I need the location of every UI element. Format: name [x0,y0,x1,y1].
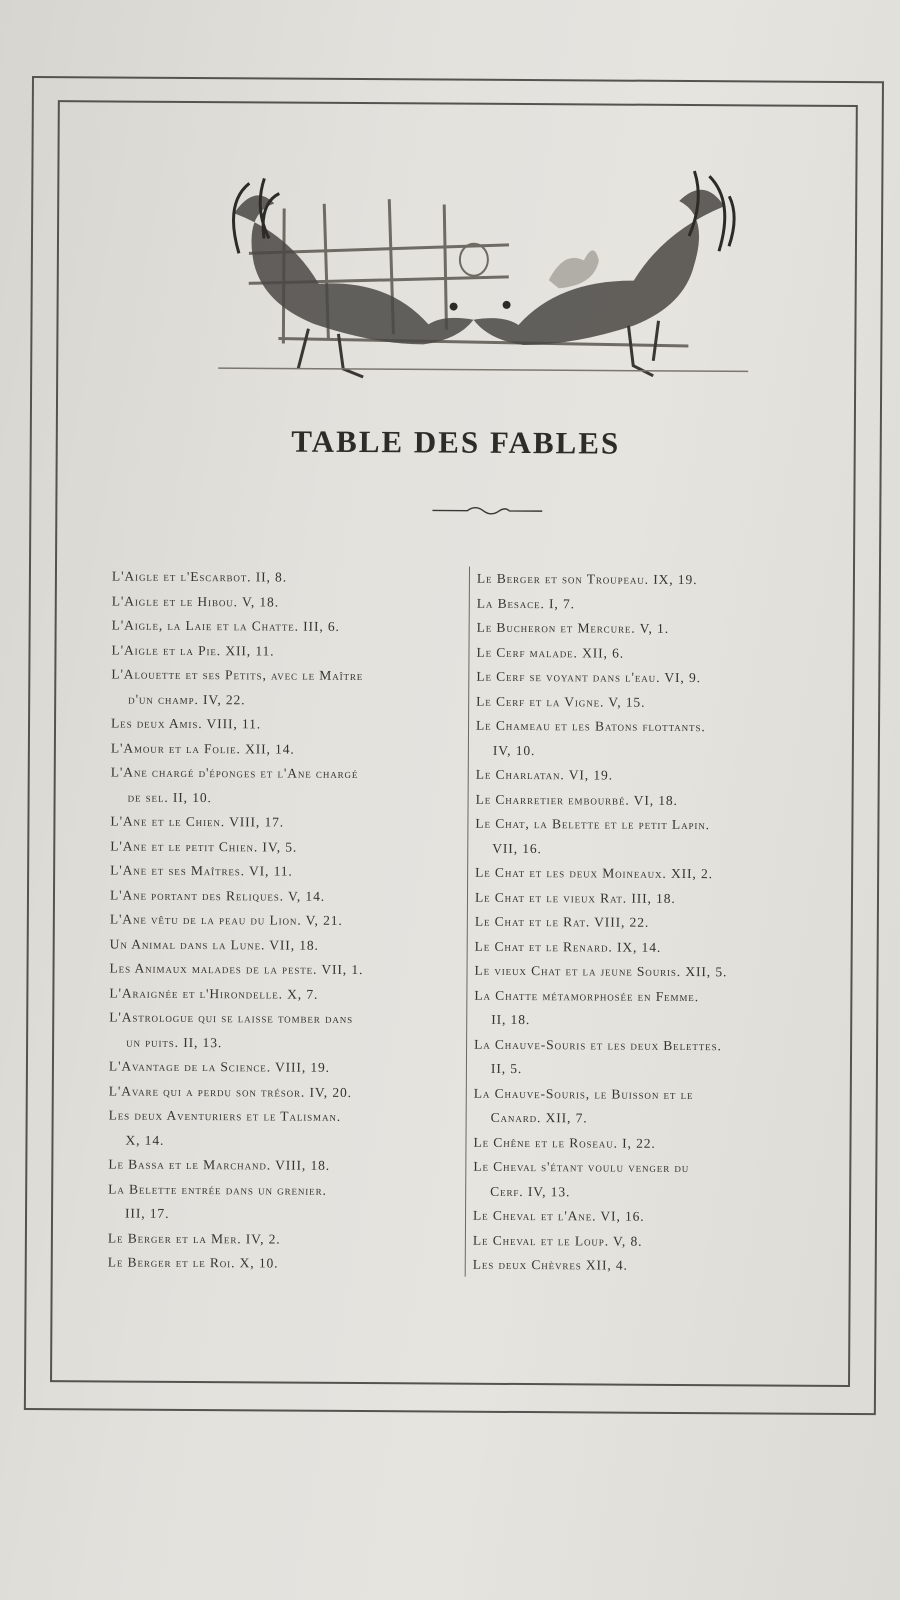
fable-entry [109,1079,439,1106]
fable-entry-text: La Chauve-Souris, le Buisson et le [473,1085,694,1102]
fable-entry-text: L'Avantage de la Science. VIII, 19. [108,1058,331,1075]
fable-entry-continuation: II, 5. [490,1060,523,1077]
fable-entry-text: Le Cheval s'étant voulu venger du [473,1158,690,1176]
fable-entry [476,763,796,789]
fable-entry-text: Le Berger et son Troupeau. IX, 19. [476,570,698,588]
fable-entry [109,1005,439,1056]
fable-entry-text: L'Aigle, la Laie et la Chatte. III, 6. [111,617,340,634]
fable-entry [476,665,796,691]
fable-entry-text: Le Berger et la Mer. IV, 2. [107,1229,281,1247]
fable-entry-continuation: Canard. XII, 7. [490,1109,588,1126]
fable-entry [473,1204,793,1230]
fable-entry-text: Les Animaux malades de la peste. VII, 1. [109,960,364,978]
fable-entry [477,591,797,617]
fable-entry [475,861,795,887]
fable-entry-continuation: X, 14. [125,1132,165,1148]
fable-entry-continuation: II, 18. [491,1011,531,1028]
fable-entry-text: L'Alouette et ses Petits, avec le Maître [111,666,364,684]
fable-entry [112,613,442,640]
fable-entry [475,910,795,936]
fable-entry-text: Le vieux Chat et la jeune Souris. XII, 5. [474,962,728,980]
fable-entry-continuation: III, 17. [125,1205,170,1221]
fable-entry-continuation: de sel. II, 10. [127,789,212,805]
fable-entry [474,1032,794,1083]
fable-entry-text: La Belette entrée dans un grenier. [108,1180,327,1198]
fable-entry-text: Le Chat et le vieux Rat. III, 18. [474,889,676,906]
fable-entry-text: L'Ane chargé d'éponges et l'Ane chargé [110,764,359,782]
decorative-divider-ornament [432,502,542,517]
fable-entry-text: L'Aigle et l'Escarbot. II, 8. [111,568,288,585]
fable-entry [111,711,441,738]
fable-entry [108,1177,438,1228]
fable-entry [473,1155,793,1206]
fable-entry [476,689,796,715]
fable-entry-text: Le Cheval et le Loup. V, 8. [472,1232,643,1249]
fable-entry-text: Le Chat et les deux Moineaux. XII, 2. [475,864,713,882]
fable-entry [110,809,440,836]
fable-entry [474,1081,794,1132]
fable-entry-text: L'Astrologue qui se laisse tomber dans [109,1009,354,1026]
fable-entry [110,858,440,885]
roosters-vignette [188,143,770,397]
inner-border-frame [50,100,858,1387]
fable-entry [110,883,440,910]
fable-entry-text: Le Chêne et le Roseau. I, 22. [473,1134,656,1151]
fable-entry [111,638,441,665]
fable-entry [108,1152,438,1179]
fable-entry-text: Le Charretier embourbé. VI, 18. [475,791,678,808]
fable-entry [474,983,794,1034]
fable-entry-text: Les deux Amis. VIII, 11. [111,715,262,732]
column-divider [465,567,470,1277]
fable-entry-text: Le Bucheron et Mercure. V, 1. [476,619,670,636]
fable-entry [111,736,441,763]
fable-entry-text: Le Bassa et le Marchand. VIII, 18. [108,1156,331,1173]
fable-entry-text: L'Aigle et le Hibou. V, 18. [111,592,280,610]
fable-entry-text: Le Cerf et la Vigne. V, 15. [476,693,646,710]
fable-entry-continuation: VII, 16. [492,840,542,856]
fable-entry [111,760,441,811]
fable-entry-text: L'Ane portant des Reliques. V, 14. [109,886,326,904]
fable-entry-text: Le Cerf malade. XII, 6. [476,644,625,661]
fable-entry-text: Un Animal dans la Lune. VII, 18. [109,935,319,953]
fable-entry [473,1253,793,1279]
fable-entry [474,959,794,985]
fable-entry-text: Les deux Chèvres XII, 4. [472,1256,628,1273]
fable-entry [475,934,795,960]
fable-entry-text: L'Amour et la Folie. XII, 14. [110,739,295,757]
fable-entry-text: La Chatte métamorphosée en Femme. [474,987,700,1004]
fable-entry-text: Le Charlatan. VI, 19. [475,766,613,783]
fable-entry [109,1054,439,1081]
fables-left-column [108,564,442,1277]
fable-entry [477,616,797,642]
page-title: TABLE DES FABLES [291,423,621,461]
fable-entry [475,812,795,863]
fable-entry [476,640,796,666]
fable-entry-text: L'Araignée et l'Hirondelle. X, 7. [109,984,319,1002]
fable-entry-continuation: d'un champ. IV, 22. [128,691,246,707]
fable-entry-text: L'Ane et ses Maîtres. VI, 11. [110,862,293,879]
fable-entry-text: L'Ane vêtu de la peau du Lion. V, 21. [109,911,343,928]
fable-entry-continuation: IV, 10. [492,742,536,758]
fable-entry [110,907,440,934]
fable-entry [109,981,439,1008]
rabbit-illustration [549,250,599,288]
fable-entry-text: Le Cheval et l'Ane. VI, 16. [473,1207,645,1224]
fable-entry-text: Le Chat et le Rat. VIII, 22. [474,913,650,930]
fable-entry [112,564,442,591]
fable-entry-text: L'Ane et le petit Chien. IV, 5. [110,837,298,855]
fable-entry [110,834,440,861]
fable-entry [108,1103,438,1154]
fable-entry [109,956,439,983]
fable-entry-continuation: un puits. II, 13. [126,1034,223,1050]
fable-entry-text: Le Chameau et les Batons flottants. [475,717,706,735]
fable-entry [112,589,442,616]
fable-entry [477,567,797,593]
fable-entry-text: La Besace. I, 7. [476,595,575,611]
fable-entry [108,1250,438,1277]
fable-entry-text: La Chauve-Souris et les deux Belettes. [474,1036,722,1053]
fable-entry [473,1228,793,1254]
fable-entry-text: Le Berger et le Roi. X, 10. [107,1254,279,1271]
fable-entry [111,662,441,713]
fable-entry [108,1226,438,1253]
fable-entry-text: L'Ane et le Chien. VIII, 17. [110,813,285,830]
fable-entry [110,932,440,959]
fable-entry-text: Le Chat et le Renard. IX, 14. [474,938,662,955]
outer-border-frame [24,76,884,1415]
fables-right-column [473,567,797,1279]
fable-entry [475,885,795,911]
fable-entry-text: L'Avare qui a perdu son trésor. IV, 20. [108,1082,352,1100]
fable-entry [476,714,796,765]
fable-entry-continuation: Cerf. IV, 13. [490,1183,571,1199]
fable-entry-text: L'Aigle et la Pie. XII, 11. [111,641,275,658]
fable-entry-text: Les deux Aventuriers et le Talisman. [108,1107,342,1124]
fable-entry-text: Le Cerf se voyant dans l'eau. VI, 9. [476,668,701,686]
fable-entry [473,1130,793,1156]
fable-entry-text: Le Chat, la Belette et le petit Lapin. [475,815,711,833]
fable-entry [476,787,796,813]
